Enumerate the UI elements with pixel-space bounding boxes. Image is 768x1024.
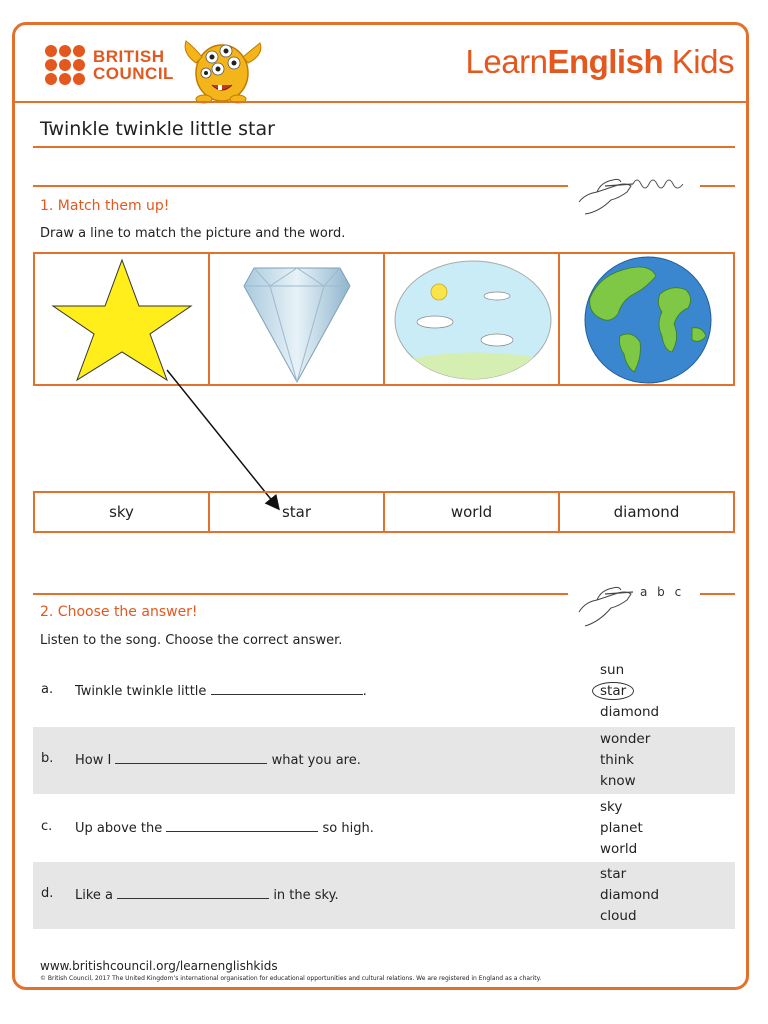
answer-option[interactable]: world: [600, 841, 638, 857]
question-letter: c.: [41, 819, 53, 834]
british-council-dots-icon: [45, 45, 85, 85]
sky-picture[interactable]: [385, 254, 560, 384]
drawing-hand-icon: [575, 172, 690, 218]
abc-writing-hint: a b c: [640, 585, 685, 599]
word-cell[interactable]: world: [385, 493, 560, 531]
british-council-logo: [45, 45, 174, 85]
header-divider: [15, 101, 746, 103]
question-letter: b.: [41, 751, 54, 766]
monster-mascot-icon: [178, 33, 268, 105]
title-underline: [33, 146, 735, 148]
globe-icon: [560, 254, 733, 384]
answer-options: [600, 864, 659, 927]
answer-option[interactable]: know: [600, 773, 636, 789]
question-row: [33, 795, 735, 862]
answer-option[interactable]: sun: [600, 662, 625, 678]
question-text: Like a in the sky.: [75, 888, 339, 903]
answer-option[interactable]: wonder: [600, 731, 651, 747]
picture-row: [33, 252, 735, 386]
question-text: Up above the so high.: [75, 821, 374, 836]
footer-url-link[interactable]: www.britishcouncil.org/learnenglishkids: [40, 959, 278, 973]
section2-divider-end: [700, 593, 735, 595]
answer-blank[interactable]: [115, 751, 267, 764]
section1-instruction: Draw a line to match the picture and the word.: [40, 226, 346, 241]
star-picture[interactable]: [35, 254, 210, 384]
word-cell[interactable]: sky: [35, 493, 210, 531]
diamond-icon: [210, 254, 383, 384]
section2-instruction: Listen to the song. Choose the correct answer.: [40, 633, 343, 648]
worksheet-title: Twinkle twinkle little star: [40, 118, 275, 140]
answer-option[interactable]: star: [600, 866, 627, 882]
question-letter: d.: [41, 886, 54, 901]
star-icon: [53, 260, 191, 380]
page-header: [15, 25, 746, 101]
answer-option[interactable]: diamond: [600, 887, 660, 903]
answer-option-circled[interactable]: star: [600, 681, 659, 702]
sky-icon: [385, 254, 558, 384]
learnenglish-kids-logo: LearnEnglish Kids: [465, 43, 734, 80]
answer-option[interactable]: sky: [600, 799, 623, 815]
british-council-wordmark: BRITISH COUNCIL: [93, 47, 174, 83]
question-row: [33, 658, 735, 725]
writing-hand-icon: [575, 578, 635, 630]
answer-option[interactable]: diamond: [600, 704, 660, 720]
word-cell[interactable]: star: [210, 493, 385, 531]
answer-blank[interactable]: [211, 682, 363, 695]
question-row: [33, 862, 735, 929]
question-text: Twinkle twinkle little .: [75, 684, 367, 699]
answer-blank[interactable]: [117, 886, 269, 899]
section1-divider-end: [700, 185, 735, 187]
word-row: [33, 491, 735, 533]
section1-heading: 1. Match them up!: [40, 198, 170, 214]
section2-divider: [33, 593, 568, 595]
answer-options: [600, 797, 643, 860]
section1-divider: [33, 185, 568, 187]
answer-options: [600, 729, 650, 792]
question-row: [33, 727, 735, 794]
diamond-picture[interactable]: [210, 254, 385, 384]
answer-blank[interactable]: [166, 819, 318, 832]
answer-options: [600, 660, 659, 723]
word-cell[interactable]: diamond: [613, 503, 680, 521]
answer-option[interactable]: think: [600, 752, 634, 768]
question-text: How I what you are.: [75, 753, 361, 768]
answer-option[interactable]: cloud: [600, 908, 637, 924]
question-letter: a.: [41, 682, 54, 697]
world-picture[interactable]: [560, 254, 733, 384]
answer-option[interactable]: planet: [600, 820, 643, 836]
section2-heading: 2. Choose the answer!: [40, 604, 198, 620]
footer-copyright: © British Council, 2017 The United Kingdom’s international organisation for educational opportunities and cultural relations. We are registered in England as a charity.: [40, 975, 542, 982]
